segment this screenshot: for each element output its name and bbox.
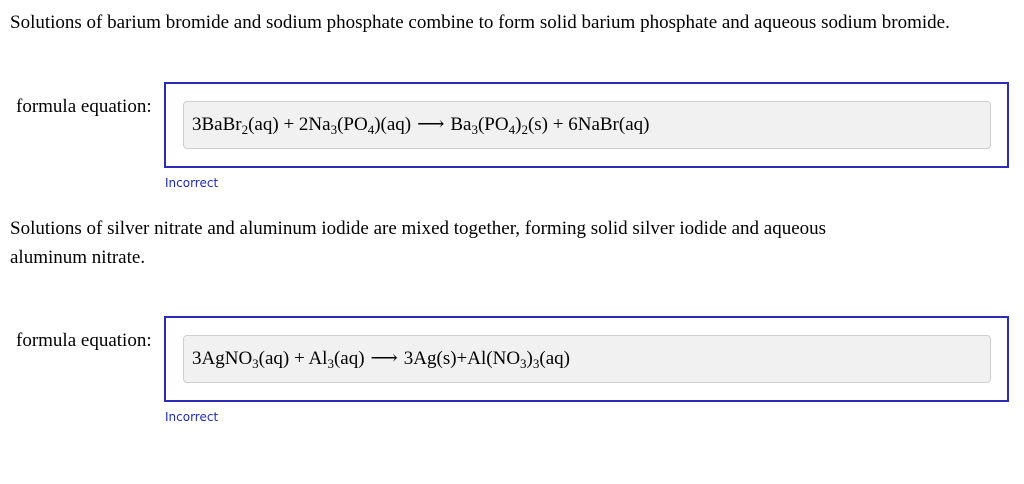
- q1-reactant-2: $2Na_3(PO_4)(aq)$: [298, 114, 412, 137]
- q1-product-1: $Ba_3(PO_4)_2(s)$: [450, 114, 548, 137]
- q2-products: $3Ag(s)+Al(NO_3)_3(aq)$: [403, 348, 570, 371]
- question-2-prompt: Solutions of silver nitrate and aluminum iodide are mixed together, forming solid silver iodide and aqueous aluminum nitrate.: [10, 218, 827, 268]
- question-1-answer-frame: [164, 82, 1009, 168]
- q1-product-2: 6NaBr(aq): [568, 114, 650, 135]
- question-1-formula-input[interactable]: [183, 101, 991, 149]
- q2-reactant-2: $Al_3(aq)$: [308, 348, 365, 371]
- q2-reactant-1: 3AgNO$_3$(aq): [192, 348, 290, 371]
- q1-reaction-arrow-icon: ⟶: [417, 114, 445, 135]
- q1-reactant-1: 3BaBr$_2$(aq): [192, 114, 279, 137]
- q2-reaction-arrow-icon: ⟶: [370, 348, 398, 369]
- question-2-formula-label: formula equation:: [16, 330, 152, 351]
- question-2-formula-input[interactable]: [183, 335, 991, 383]
- question-1-prompt: Solutions of barium bromide and sodium phosphate combine to form solid barium phosphate and aqueous sodium bromide.: [10, 12, 950, 33]
- question-1-feedback: Incorrect: [165, 176, 219, 190]
- q1-plus-2: +: [552, 114, 564, 135]
- q2-plus-1: +: [294, 348, 305, 369]
- question-1-formula-label: formula equation:: [16, 96, 152, 117]
- question-2-feedback: Incorrect: [165, 410, 219, 424]
- question-2-answer-frame: [164, 316, 1009, 402]
- q1-plus-1: +: [283, 114, 295, 135]
